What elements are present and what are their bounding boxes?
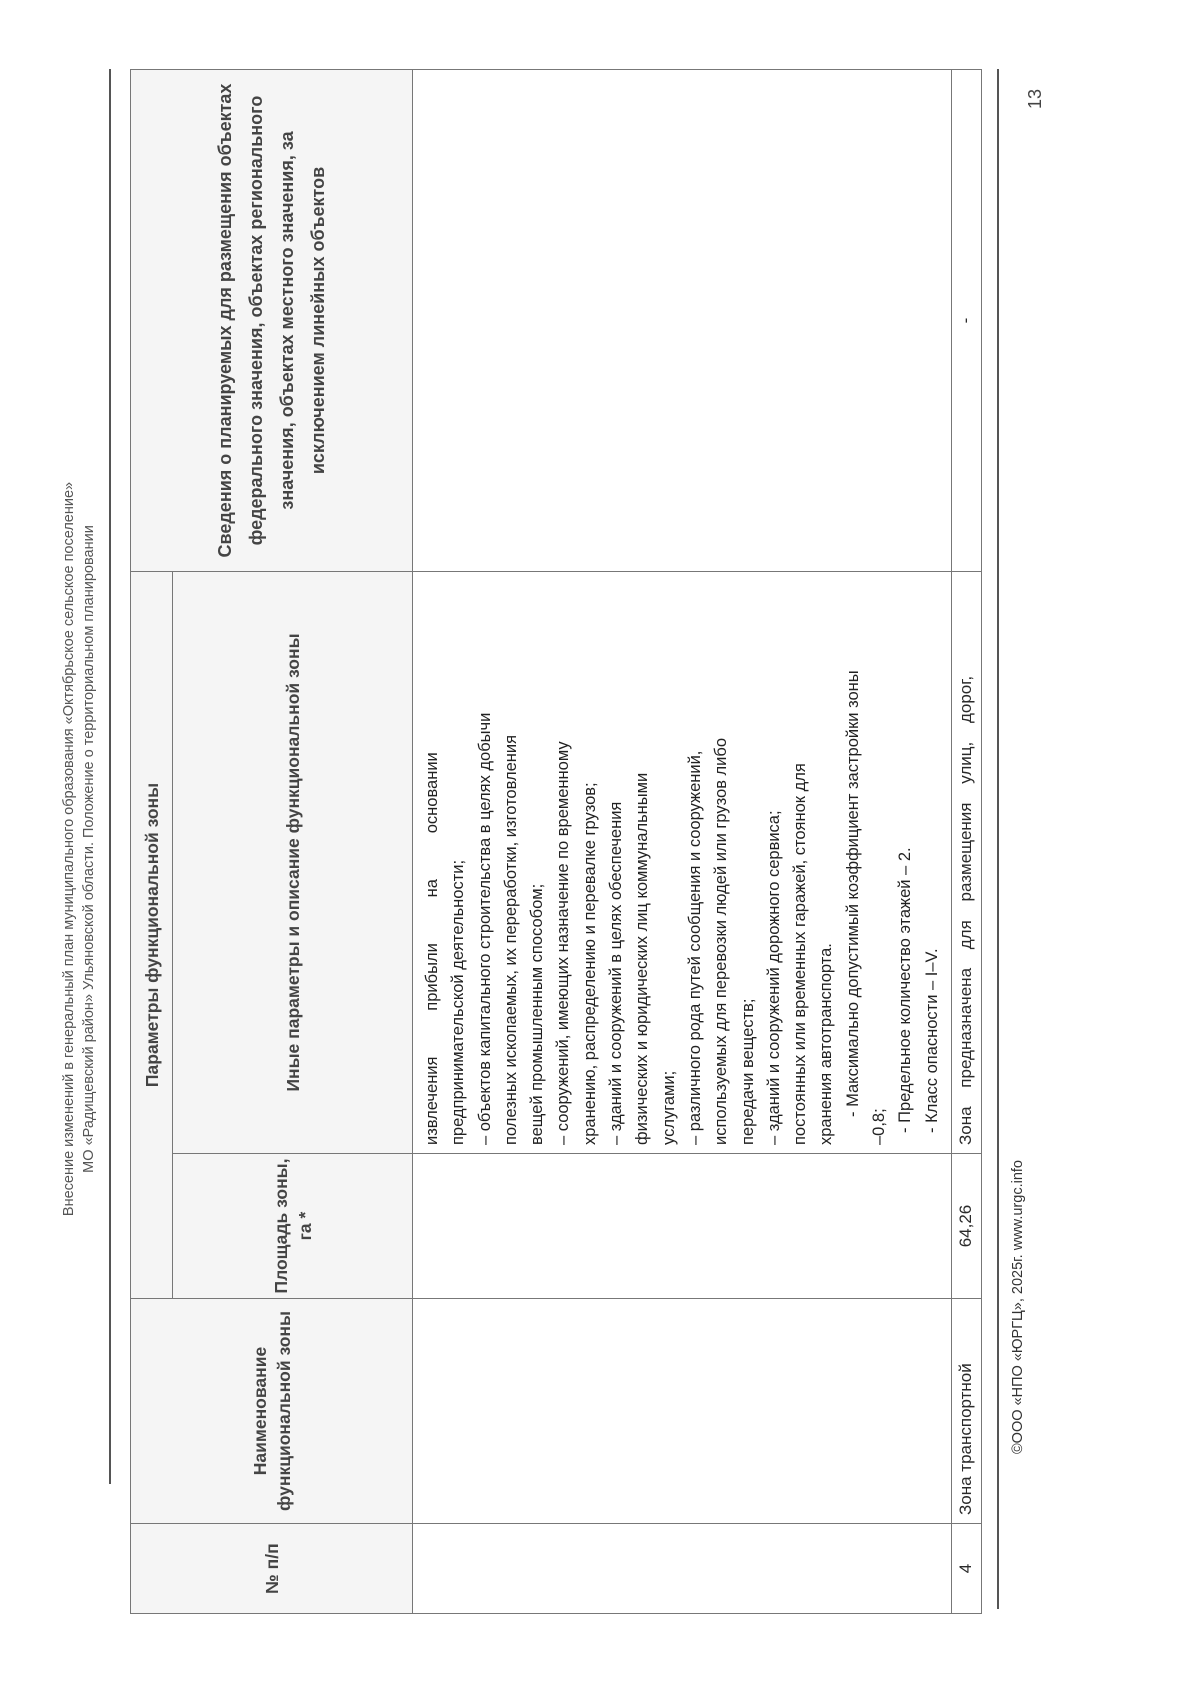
header-row-1 [131, 70, 173, 1614]
description-line: вещей промышленным способом; [528, 883, 547, 1145]
table-row-continued [413, 70, 952, 1614]
description-line: хранению, распределению и перевалке грузов; [580, 782, 599, 1145]
description-line: предпринимательской деятельности; [449, 859, 468, 1145]
document-header [59, 49, 99, 1649]
table-row-4 [951, 70, 981, 1614]
description-line: – сооружений, имеющих назначение по временному [554, 741, 573, 1145]
header-rule [109, 69, 111, 1484]
description-line: - Предельное количество этажей – 2. [896, 847, 915, 1133]
row4-name-cell: Зона транспортной [951, 1299, 981, 1524]
description-line: – различного рода путей сообщения и сооружений, [685, 750, 704, 1145]
continued-planned-cell [413, 70, 952, 572]
description-line: хранения автотранспорта. [817, 943, 836, 1145]
col-other-header: Иные параметры и описание функциональной зоны [173, 572, 413, 1154]
description-line: используемых для перевозки людей или грузов либо [712, 737, 731, 1145]
description-line: полезных ископаемых, их переработки, изготовления [501, 734, 520, 1145]
page-number: 13 [1025, 88, 1045, 109]
description-line: –0,8; [870, 1108, 889, 1145]
row4-num-cell: 4 [951, 1524, 981, 1614]
header-line-1: Внесение изменений в генеральный план муниципального образования «Октябрьское сельское поселение» [61, 481, 77, 1217]
description-line: извлечения прибыли на основании [423, 752, 441, 1145]
header-line-2: МО «Радищевский район» Ульяновской области. Положение о территориальном планировании [81, 525, 97, 1173]
row4-description-cell: Зона предназначена для размещения улиц, дорог, [951, 572, 981, 1154]
description-line: - Класс опасности – I–V. [922, 948, 941, 1133]
description-line: – зданий и сооружений дорожного сервиса; [764, 810, 783, 1145]
col-area-header: Площадь зоны, га * [173, 1154, 413, 1299]
footer-rule [997, 69, 999, 1609]
description-line: физических и юридических лиц коммунальными [633, 772, 652, 1145]
continued-name-cell [413, 1299, 952, 1524]
continued-description-cell [413, 572, 952, 1154]
footer-copyright: ©ООО «НПО «ЮРГЦ», 2025г. www.urgc.info [1010, 1160, 1026, 1454]
col-num-header: № п/п [131, 1524, 413, 1614]
description-line: – объектов капитального строительства в целях добычи [475, 712, 494, 1145]
rotated-page [35, 49, 1165, 1649]
col-name-header: Наименование функциональной зоны [131, 1299, 413, 1524]
zones-table [130, 69, 982, 1614]
description-line: постоянных или временных гаражей, стоянок для [791, 763, 810, 1145]
description-line: услугами; [659, 1070, 678, 1145]
description-line: - Максимально допустимый коэффициент застройки зоны [843, 670, 862, 1117]
col-planned-header: Сведения о планируемых для размещения объектах федерального значения, объектах регионального значения, объектах местного значения, за исключением линейных объектов [131, 70, 413, 572]
continued-num-cell [413, 1524, 952, 1614]
description-line: передачи веществ; [738, 998, 757, 1145]
row4-planned-cell: - [951, 70, 981, 572]
row4-area-cell: 64,26 [951, 1154, 981, 1299]
continued-area-cell [413, 1154, 952, 1299]
col-params-group-header: Параметры функциональной зоны [131, 572, 173, 1299]
description-line: – зданий и сооружений в целях обеспечения [607, 801, 626, 1145]
